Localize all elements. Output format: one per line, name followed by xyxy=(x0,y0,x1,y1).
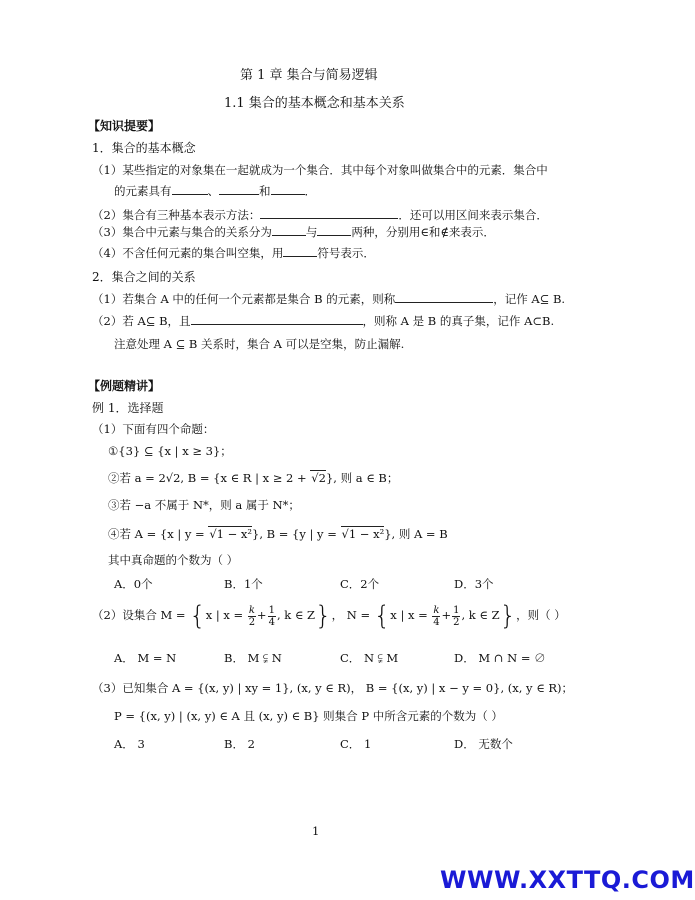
knowledge-1-1-line-a: （1）某些指定的对象集在一起就成为一个集合．其中每个对象叫做集合中的元素．集合中 xyxy=(92,163,548,177)
knowledge-heading: 【知识提要】 xyxy=(88,119,161,133)
knowledge-2-2: （2）若 A⊆ B，且 ，则称 A 是 B 的真子集，记作 A⊂B. xyxy=(92,314,555,328)
q1-option-d: D．3个 xyxy=(454,577,494,591)
q3-option-b: B． 2 xyxy=(224,737,255,751)
q3-option-c: C． 1 xyxy=(340,737,372,751)
q3-line-1: （3）已知集合 A = {(x, y) | xy = 1}, (x, y ∈ R)， B = {(x, y) | x − y = 0}, (x, y ∈ R)； xyxy=(92,681,574,695)
example-1-title: 例 1．选择题 xyxy=(92,401,164,415)
q1-option-b: B．1个 xyxy=(224,577,263,591)
q2-option-b: B． M ⫋ N xyxy=(224,651,282,665)
q1-option-c: C．2个 xyxy=(340,577,380,591)
knowledge-1-3: （3）集合中元素与集合的关系分为 与 两种，分别用∈和∉来表示． xyxy=(92,225,495,239)
knowledge-1-1-line-b: 的元素具有 、 和 ． xyxy=(114,184,316,198)
knowledge-2-1: （1）若集合 A 中的任何一个元素都是集合 B 的元素，则称 ，记作 A⊆ B. xyxy=(92,292,566,306)
q2-option-c: C． N ⫋ M xyxy=(340,651,399,665)
q1-statement-2: ②若 a = 2√2, B = {x ∈ R | x ≥ 2 + √2}, 则 a ∈ B； xyxy=(108,471,399,485)
q2-stem: （2）设集合 M = {x | x = $\frac{k}{2}$ + $\frac{1}{4}$ , k ∈ Z}， N = {x | x = $\frac{k}{4}$ + $\frac{1}{2}$ , k ∈ Z}，则（ ） xyxy=(92,601,566,631)
q3-option-d: D． 无数个 xyxy=(454,737,513,751)
sqrt-expression: √1 − x² xyxy=(209,527,253,541)
q3-option-a: A． 3 xyxy=(114,737,145,751)
knowledge-point-1-title: 1．集合的基本概念 xyxy=(92,141,196,155)
section-title: 1.1 集合的基本概念和基本关系 xyxy=(224,96,405,111)
q1-ask: 其中真命题的个数为（ ） xyxy=(108,553,239,567)
knowledge-note: 注意处理 A ⊆ B 关系时，集合 A 可以是空集，防止漏解. xyxy=(114,337,405,351)
q2-option-d: D． M ∩ N = ∅ xyxy=(454,651,546,665)
examples-heading: 【例题精讲】 xyxy=(88,379,161,393)
sqrt-expression: √1 − x² xyxy=(341,527,385,541)
chapter-title: 第 1 章 集合与简易逻辑 xyxy=(240,68,378,83)
knowledge-1-2: （2）集合有三种基本表示方法： ．还可以用区间来表示集合． xyxy=(92,208,548,222)
sqrt-expression: √2 xyxy=(311,471,326,485)
q1-statement-1: ①{3} ⊆ {x | x ≥ 3}； xyxy=(108,444,232,458)
page-number: 1 xyxy=(312,824,320,838)
knowledge-1-4: （4）不含任何元素的集合叫空集，用 符号表示． xyxy=(92,246,375,260)
q2-option-a: A． M = N xyxy=(114,651,177,665)
q1-option-a: A．0个 xyxy=(114,577,153,591)
knowledge-point-2-title: 2．集合之间的关系 xyxy=(92,270,196,284)
q1-statement-4: ④若 A = {x | y = √1 − x²}, B = {y | y = √1 − x²}, 则 A = B xyxy=(108,527,448,541)
q1-statement-3: ③若 −a 不属于 N*，则 a 属于 N*； xyxy=(108,498,300,512)
q3-line-2: P = {(x, y) | (x, y) ∈ A 且 (x, y) ∈ B} 则集合 P 中所含元素的个数为（ ） xyxy=(114,709,503,723)
watermark-url[interactable]: WWW.XXTTQ.COM xyxy=(440,866,695,894)
q1-stem: （1）下面有四个命题： xyxy=(92,422,215,436)
